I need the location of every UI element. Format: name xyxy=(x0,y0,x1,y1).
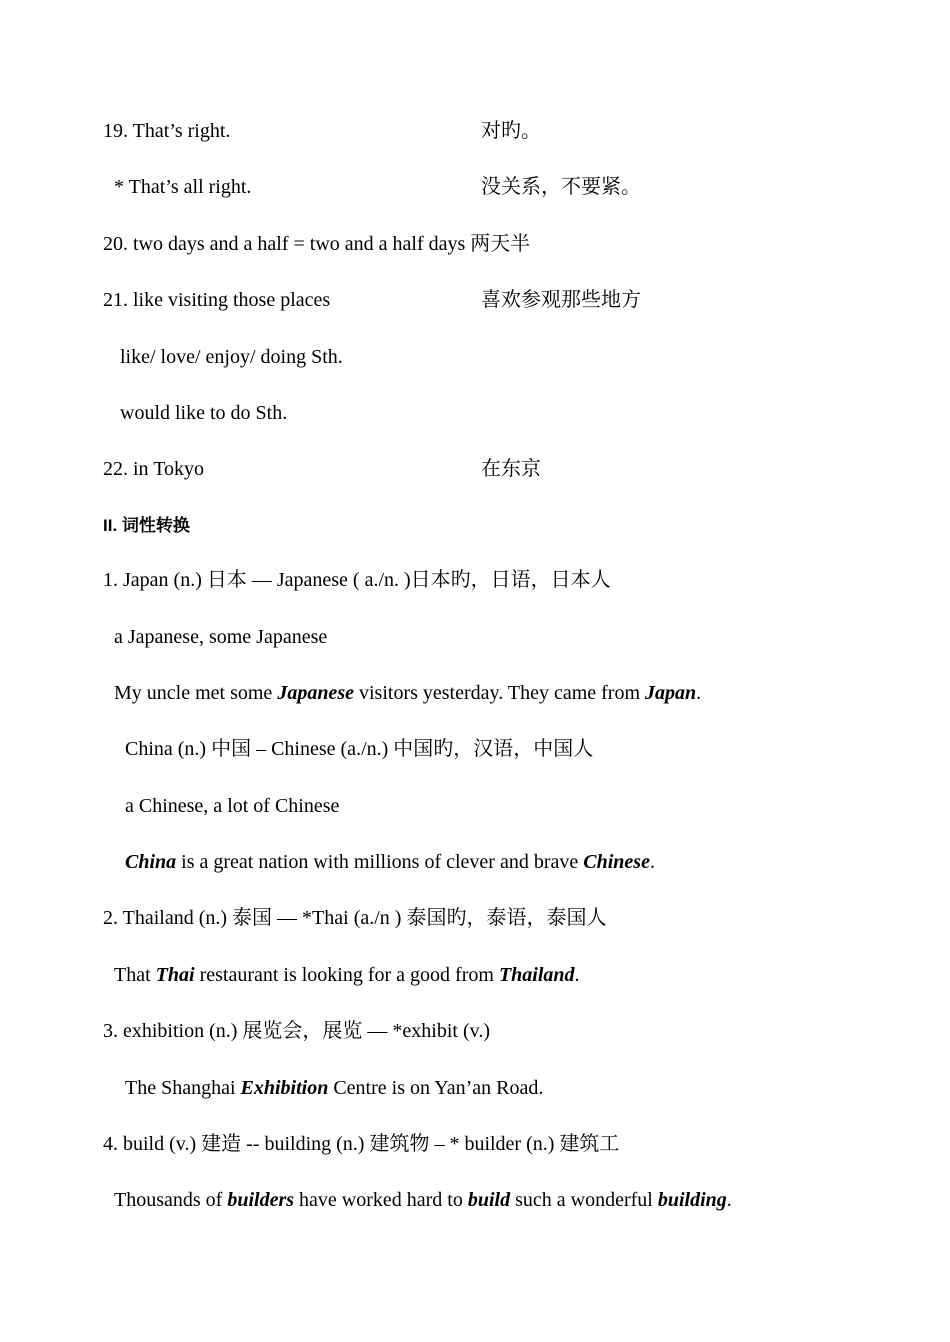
highlight-word: build xyxy=(467,1189,511,1211)
sentence-text: have worked hard to xyxy=(294,1189,468,1211)
conversion-1-example: a Japanese, some Japanese xyxy=(114,626,328,648)
highlight-word: China xyxy=(125,851,177,873)
item-21-usage-2: would like to do Sth. xyxy=(120,402,288,424)
sentence-text: My uncle met some xyxy=(114,682,278,704)
highlight-word: Japanese xyxy=(277,682,354,704)
highlight-word: Japan xyxy=(645,682,697,704)
item-22-translation: 在东京 xyxy=(481,458,541,480)
sentence-text: such a wonderful xyxy=(510,1189,658,1211)
conversion-china-sentence xyxy=(125,850,655,874)
sentence-text: Thousands of xyxy=(114,1189,228,1211)
sentence-text: Centre is on Yan’an Road. xyxy=(328,1077,544,1099)
highlight-word: Thailand xyxy=(498,964,575,986)
conversion-3-sentence xyxy=(125,1076,543,1100)
highlight-word: builders xyxy=(227,1189,295,1211)
item-20: 20. two days and a half = two and a half days 两天半 xyxy=(103,233,531,255)
conversion-2-sentence xyxy=(114,963,580,987)
sentence-text: visitors yesterday. They came from xyxy=(353,682,646,704)
highlight-word: Exhibition xyxy=(240,1077,329,1099)
sentence-text: The Shanghai xyxy=(125,1077,241,1099)
item-19: 19. That’s right. xyxy=(103,120,231,142)
section-heading: II. 词性转换 xyxy=(103,516,190,535)
item-19-translation: 对旳。 xyxy=(481,120,541,142)
conversion-china: China (n.) 中国 – Chinese (a./n.) 中国旳，汉语，中国人 xyxy=(125,738,594,760)
conversion-1-sentence xyxy=(114,681,701,705)
highlight-word: Chinese xyxy=(583,851,650,873)
conversion-3: 3. exhibition (n.) 展览会，展览 — *exhibit (v.) xyxy=(103,1020,490,1042)
sentence-text: restaurant is looking for a good from xyxy=(194,964,499,986)
highlight-word: building xyxy=(657,1189,727,1211)
sentence-text: . xyxy=(649,851,655,873)
sentence-text: . xyxy=(726,1189,732,1211)
item-19-note-translation: 没关系，不要紧。 xyxy=(481,176,641,198)
item-22: 22. in Tokyo xyxy=(103,458,205,480)
sentence-text: . xyxy=(574,964,580,986)
sentence-text: . xyxy=(696,682,702,704)
item-21-translation: 喜欢参观那些地方 xyxy=(481,289,641,311)
item-21-usage-1: like/ love/ enjoy/ doing Sth. xyxy=(120,346,343,368)
sentence-text: is a great nation with millions of clever and brave xyxy=(176,851,584,873)
conversion-1: 1. Japan (n.) 日本 — Japanese ( a./n. )日本旳，日语，日本人 xyxy=(103,569,611,591)
conversion-4: 4. build (v.) 建造 -- building (n.) 建筑物 – * builder (n.) 建筑工 xyxy=(103,1133,620,1155)
item-19-note: * That’s all right. xyxy=(114,176,252,198)
highlight-word: Thai xyxy=(155,964,195,986)
conversion-2: 2. Thailand (n.) 泰国 — *Thai (a./n ) 泰国旳，泰语，泰国人 xyxy=(103,907,607,929)
sentence-text: That xyxy=(114,964,156,986)
conversion-china-example: a Chinese, a lot of Chinese xyxy=(125,795,340,817)
item-21: 21. like visiting those places xyxy=(103,289,331,311)
conversion-4-sentence xyxy=(114,1188,732,1212)
